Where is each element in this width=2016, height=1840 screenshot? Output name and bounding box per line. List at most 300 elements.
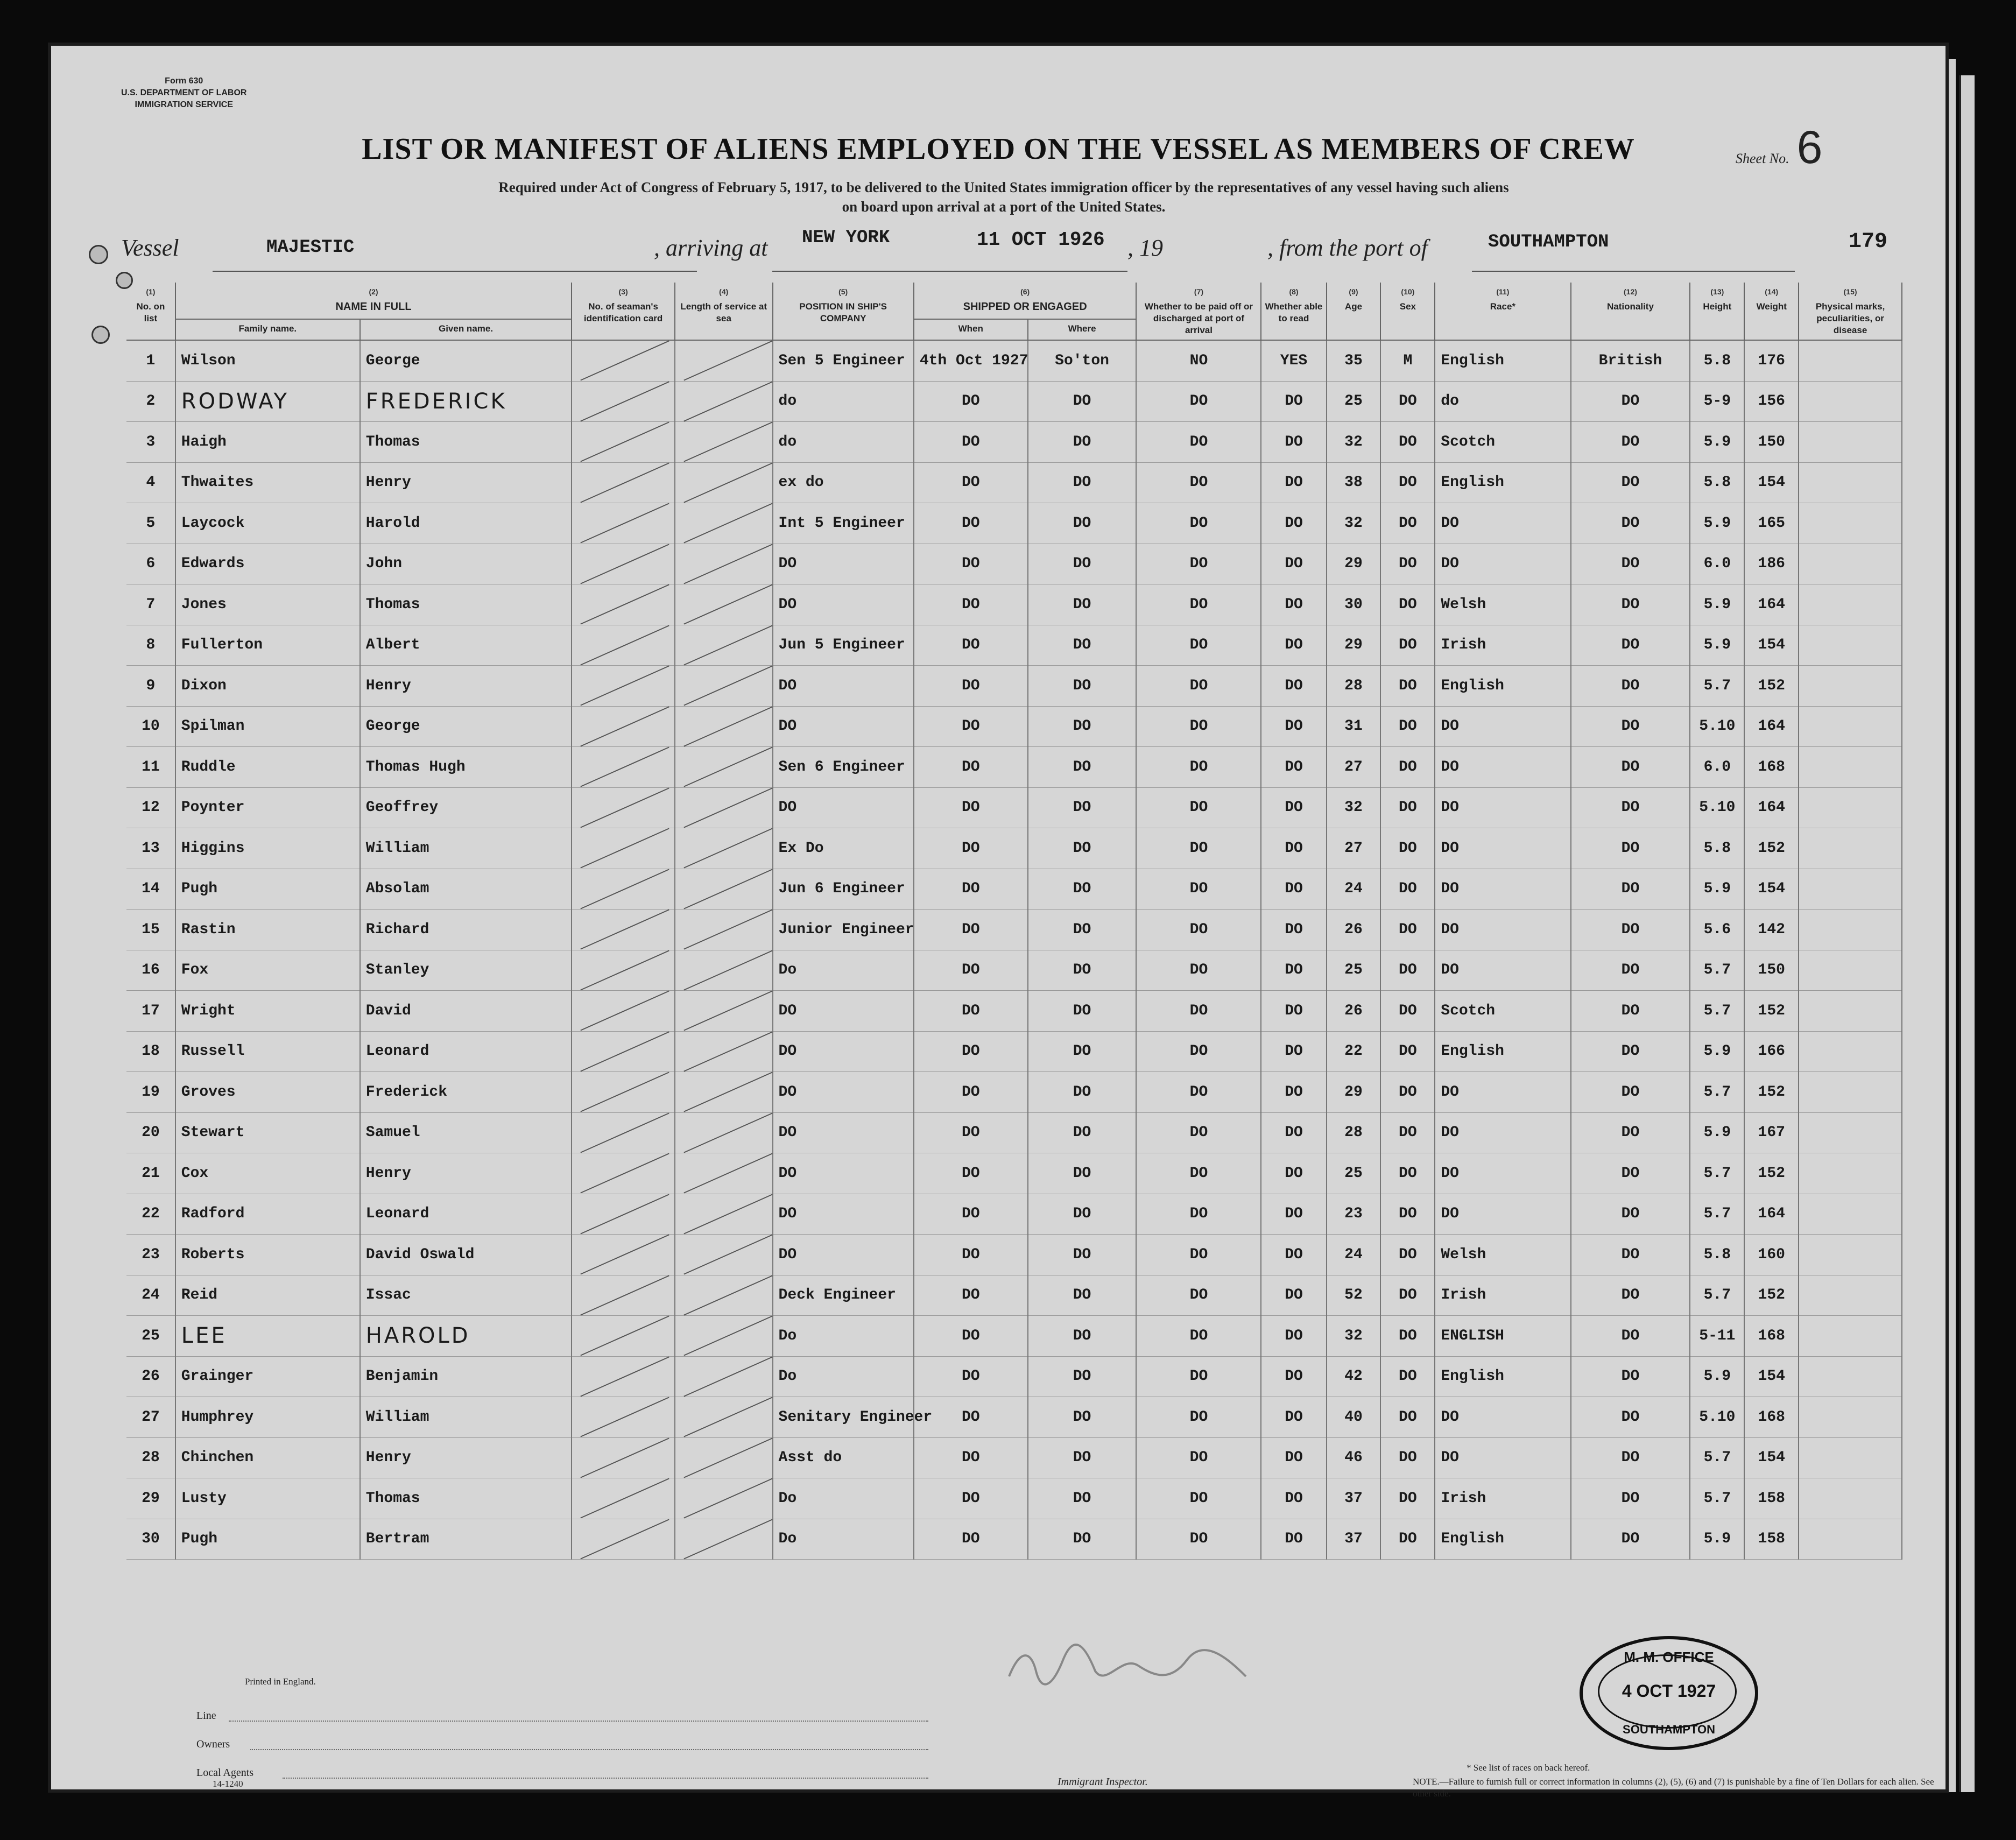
row-number: 23 xyxy=(126,1235,175,1275)
family-name: Thwaites xyxy=(175,462,360,503)
sex: DO xyxy=(1380,1437,1435,1478)
race: DO xyxy=(1435,1397,1570,1438)
physical-marks xyxy=(1799,544,1902,584)
given-name: Geoffrey xyxy=(360,787,572,828)
paid-off-status: DO xyxy=(1136,910,1261,950)
row-number: 6 xyxy=(126,544,175,584)
shipped-where: DO xyxy=(1028,1275,1137,1316)
age: 29 xyxy=(1327,544,1381,584)
race-note: * See list of races on back hereof. xyxy=(1467,1763,1590,1773)
family-name: Stewart xyxy=(175,1112,360,1153)
height: 5.9 xyxy=(1690,625,1744,666)
height: 5.8 xyxy=(1690,828,1744,869)
paid-off-status: DO xyxy=(1136,462,1261,503)
weight: 152 xyxy=(1744,1153,1799,1194)
table-row xyxy=(126,1519,1902,1560)
form-number: Form 630 xyxy=(165,76,203,86)
able-to-read: DO xyxy=(1261,584,1326,625)
height: 5.6 xyxy=(1690,910,1744,950)
race: Irish xyxy=(1435,1478,1570,1519)
sex: DO xyxy=(1380,747,1435,788)
id-card-number xyxy=(572,869,675,910)
paid-off-status: DO xyxy=(1136,828,1261,869)
height: 5.9 xyxy=(1690,1519,1744,1560)
shipped-when: DO xyxy=(914,1072,1028,1113)
race: do xyxy=(1435,381,1570,422)
able-to-read: DO xyxy=(1261,1397,1326,1438)
able-to-read: DO xyxy=(1261,828,1326,869)
service-length xyxy=(675,787,773,828)
height: 5.7 xyxy=(1690,1194,1744,1235)
service-length xyxy=(675,1316,773,1357)
paid-off-status: DO xyxy=(1136,1437,1261,1478)
paid-off-status: DO xyxy=(1136,1072,1261,1113)
physical-marks xyxy=(1799,950,1902,991)
sex: DO xyxy=(1380,462,1435,503)
row-number: 19 xyxy=(126,1072,175,1113)
row-number: 15 xyxy=(126,910,175,950)
owners-label: Owners xyxy=(196,1738,230,1750)
row-number: 29 xyxy=(126,1478,175,1519)
shipped-when: DO xyxy=(914,666,1028,707)
col-weight: (14) Weight xyxy=(1744,283,1799,340)
physical-marks xyxy=(1799,1031,1902,1072)
shipped-where: DO xyxy=(1028,544,1137,584)
paid-off-status: DO xyxy=(1136,1275,1261,1316)
physical-marks xyxy=(1799,625,1902,666)
ship-position: Sen 6 Engineer xyxy=(773,747,914,788)
id-card-number xyxy=(572,1275,675,1316)
shipped-where: DO xyxy=(1028,1072,1137,1113)
shipped-when: DO xyxy=(914,869,1028,910)
age: 40 xyxy=(1327,1397,1381,1438)
height: 5.7 xyxy=(1690,666,1744,707)
nationality: DO xyxy=(1571,1112,1690,1153)
weight: 176 xyxy=(1744,340,1799,381)
given-name: Benjamin xyxy=(360,1356,572,1397)
stamp-date: 4 OCT 1927 xyxy=(1622,1681,1716,1701)
ship-position: DO xyxy=(773,1072,914,1113)
id-card-number xyxy=(572,1235,675,1275)
id-card-number xyxy=(572,625,675,666)
family-name: Higgins xyxy=(175,828,360,869)
race: DO xyxy=(1435,910,1570,950)
shipped-when: DO xyxy=(914,1235,1028,1275)
height: 5.9 xyxy=(1690,584,1744,625)
paid-off-status: DO xyxy=(1136,1397,1261,1438)
row-number: 24 xyxy=(126,1275,175,1316)
physical-marks xyxy=(1799,1437,1902,1478)
age: 29 xyxy=(1327,625,1381,666)
row-number: 8 xyxy=(126,625,175,666)
age: 37 xyxy=(1327,1519,1381,1560)
table-row xyxy=(126,666,1902,707)
nationality: DO xyxy=(1571,706,1690,747)
shipped-where: DO xyxy=(1028,503,1137,544)
nationality: DO xyxy=(1571,828,1690,869)
paid-off-status: NO xyxy=(1136,340,1261,381)
physical-marks xyxy=(1799,1316,1902,1357)
family-name: Radford xyxy=(175,1194,360,1235)
height: 5.7 xyxy=(1690,1153,1744,1194)
nationality: DO xyxy=(1571,1275,1690,1316)
nationality: DO xyxy=(1571,1397,1690,1438)
able-to-read: DO xyxy=(1261,1275,1326,1316)
able-to-read: DO xyxy=(1261,1031,1326,1072)
height: 5.8 xyxy=(1690,462,1744,503)
race: Irish xyxy=(1435,625,1570,666)
age: 42 xyxy=(1327,1356,1381,1397)
shipped-when: DO xyxy=(914,1397,1028,1438)
race: English xyxy=(1435,462,1570,503)
physical-marks xyxy=(1799,1519,1902,1560)
ship-position: DO xyxy=(773,544,914,584)
physical-marks xyxy=(1799,1153,1902,1194)
physical-marks xyxy=(1799,422,1902,463)
id-card-number xyxy=(572,1316,675,1357)
family-name: Jones xyxy=(175,584,360,625)
weight: 168 xyxy=(1744,1397,1799,1438)
family-name: Poynter xyxy=(175,787,360,828)
id-card-number xyxy=(572,1072,675,1113)
age: 29 xyxy=(1327,1072,1381,1113)
table-row xyxy=(126,910,1902,950)
able-to-read: DO xyxy=(1261,381,1326,422)
sex: DO xyxy=(1380,950,1435,991)
shipped-when: DO xyxy=(914,503,1028,544)
sex: DO xyxy=(1380,1478,1435,1519)
family-name: LEE xyxy=(175,1316,360,1357)
row-number: 7 xyxy=(126,584,175,625)
nationality: DO xyxy=(1571,910,1690,950)
sex: DO xyxy=(1380,1519,1435,1560)
physical-marks xyxy=(1799,1478,1902,1519)
weight: 154 xyxy=(1744,1437,1799,1478)
family-name: Humphrey xyxy=(175,1397,360,1438)
table-row xyxy=(126,503,1902,544)
row-number: 22 xyxy=(126,1194,175,1235)
line-label: Line xyxy=(196,1710,216,1722)
table-row xyxy=(126,991,1902,1032)
shipped-when: DO xyxy=(914,787,1028,828)
shipped-when: DO xyxy=(914,828,1028,869)
sex: DO xyxy=(1380,828,1435,869)
shipped-when: DO xyxy=(914,1437,1028,1478)
able-to-read: DO xyxy=(1261,991,1326,1032)
col-sex: (10) Sex xyxy=(1380,283,1435,340)
id-card-number xyxy=(572,828,675,869)
race: English xyxy=(1435,1519,1570,1560)
able-to-read: DO xyxy=(1261,1478,1326,1519)
nationality: DO xyxy=(1571,1356,1690,1397)
family-name: Dixon xyxy=(175,666,360,707)
service-length xyxy=(675,1072,773,1113)
race: DO xyxy=(1435,1112,1570,1153)
col-where: Where xyxy=(1028,319,1137,340)
age: 27 xyxy=(1327,747,1381,788)
able-to-read: DO xyxy=(1261,747,1326,788)
row-number: 18 xyxy=(126,1031,175,1072)
physical-marks xyxy=(1799,666,1902,707)
physical-marks xyxy=(1799,869,1902,910)
family-name: Grainger xyxy=(175,1356,360,1397)
col-id-card: (3) No. of seaman's identification card xyxy=(572,283,675,340)
family-name: RODWAY xyxy=(175,381,360,422)
age: 28 xyxy=(1327,1112,1381,1153)
sex: DO xyxy=(1380,869,1435,910)
given-name: Thomas xyxy=(360,1478,572,1519)
service-length xyxy=(675,381,773,422)
sex: DO xyxy=(1380,991,1435,1032)
able-to-read: DO xyxy=(1261,666,1326,707)
service-length xyxy=(675,1112,773,1153)
owners-field xyxy=(250,1749,928,1750)
able-to-read: DO xyxy=(1261,503,1326,544)
physical-marks xyxy=(1799,1275,1902,1316)
stamp-top-text: M. M. OFFICE xyxy=(1624,1649,1714,1665)
id-card-number xyxy=(572,1153,675,1194)
sex: DO xyxy=(1380,1031,1435,1072)
family-name: Wilson xyxy=(175,340,360,381)
underline xyxy=(213,271,697,272)
nationality: DO xyxy=(1571,1478,1690,1519)
age: 31 xyxy=(1327,706,1381,747)
age: 32 xyxy=(1327,422,1381,463)
able-to-read: DO xyxy=(1261,787,1326,828)
row-number: 14 xyxy=(126,869,175,910)
weight: 168 xyxy=(1744,1316,1799,1357)
id-card-number xyxy=(572,1194,675,1235)
shipped-where: DO xyxy=(1028,1235,1137,1275)
col-race: (11) Race* xyxy=(1435,283,1570,340)
ship-position: Int 5 Engineer xyxy=(773,503,914,544)
sex: DO xyxy=(1380,1356,1435,1397)
age: 32 xyxy=(1327,1316,1381,1357)
able-to-read: DO xyxy=(1261,462,1326,503)
id-card-number xyxy=(572,747,675,788)
sex: DO xyxy=(1380,1397,1435,1438)
family-name: Pugh xyxy=(175,1519,360,1560)
ship-position: Sen 5 Engineer xyxy=(773,340,914,381)
sex: DO xyxy=(1380,422,1435,463)
age: 27 xyxy=(1327,828,1381,869)
row-number: 10 xyxy=(126,706,175,747)
sex: DO xyxy=(1380,1275,1435,1316)
shipped-when: DO xyxy=(914,1478,1028,1519)
crew-rows xyxy=(126,340,1902,1560)
nationality: British xyxy=(1571,340,1690,381)
family-name: Rastin xyxy=(175,910,360,950)
shipped-when: DO xyxy=(914,462,1028,503)
race: DO xyxy=(1435,1072,1570,1113)
nationality: DO xyxy=(1571,747,1690,788)
row-number: 4 xyxy=(126,462,175,503)
family-name: Roberts xyxy=(175,1235,360,1275)
physical-marks xyxy=(1799,462,1902,503)
given-name: Henry xyxy=(360,1437,572,1478)
age: 37 xyxy=(1327,1478,1381,1519)
sheet-number xyxy=(1736,121,1823,174)
family-name: Ruddle xyxy=(175,747,360,788)
shipped-when: DO xyxy=(914,584,1028,625)
paid-off-status: DO xyxy=(1136,1356,1261,1397)
able-to-read: DO xyxy=(1261,950,1326,991)
table-row xyxy=(126,1235,1902,1275)
ship-position: Do xyxy=(773,1356,914,1397)
height: 5.9 xyxy=(1690,1031,1744,1072)
height: 5.10 xyxy=(1690,787,1744,828)
vessel-name: MAJESTIC xyxy=(266,237,355,258)
given-name: Samuel xyxy=(360,1112,572,1153)
age: 25 xyxy=(1327,1153,1381,1194)
department: U.S. DEPARTMENT OF LABOR xyxy=(121,88,247,97)
shipped-when: DO xyxy=(914,422,1028,463)
col-service: (4) Length of service at sea xyxy=(675,283,773,340)
paid-off-status: DO xyxy=(1136,666,1261,707)
service-length xyxy=(675,340,773,381)
col-shipped-group: (6) SHIPPED OR ENGAGED xyxy=(914,283,1137,319)
shipped-where: DO xyxy=(1028,991,1137,1032)
given-name: Thomas xyxy=(360,584,572,625)
paid-off-status: DO xyxy=(1136,422,1261,463)
ship-position: do xyxy=(773,422,914,463)
service-length xyxy=(675,1275,773,1316)
table-row xyxy=(126,1072,1902,1113)
nationality: DO xyxy=(1571,869,1690,910)
paid-off-status: DO xyxy=(1136,1519,1261,1560)
given-name: George xyxy=(360,706,572,747)
manifest-sheet xyxy=(51,46,1945,1799)
ship-position: Do xyxy=(773,1519,914,1560)
shipped-when: DO xyxy=(914,1112,1028,1153)
sex: DO xyxy=(1380,1194,1435,1235)
weight: 152 xyxy=(1744,1072,1799,1113)
weight: 152 xyxy=(1744,828,1799,869)
physical-marks xyxy=(1799,706,1902,747)
row-number: 25 xyxy=(126,1316,175,1357)
sex: DO xyxy=(1380,1153,1435,1194)
table-row xyxy=(126,381,1902,422)
race: Scotch xyxy=(1435,422,1570,463)
id-card-number xyxy=(572,544,675,584)
paid-off-status: DO xyxy=(1136,747,1261,788)
weight: 164 xyxy=(1744,1194,1799,1235)
from-port-label: , from the port of xyxy=(1267,235,1428,261)
line-field xyxy=(229,1721,928,1722)
sex: DO xyxy=(1380,706,1435,747)
family-name: Reid xyxy=(175,1275,360,1316)
col-name-group: (2) NAME IN FULL xyxy=(175,283,572,319)
ship-position: DO xyxy=(773,1112,914,1153)
physical-marks xyxy=(1799,503,1902,544)
paid-off-status: DO xyxy=(1136,1316,1261,1357)
document-subtitle xyxy=(277,178,1730,216)
height: 5-9 xyxy=(1690,381,1744,422)
table-row xyxy=(126,462,1902,503)
nationality: DO xyxy=(1571,1072,1690,1113)
height: 6.0 xyxy=(1690,747,1744,788)
paid-off-status: DO xyxy=(1136,503,1261,544)
nationality: DO xyxy=(1571,1031,1690,1072)
family-name: Fullerton xyxy=(175,625,360,666)
table-row xyxy=(126,869,1902,910)
paid-off-status: DO xyxy=(1136,991,1261,1032)
given-name: Leonard xyxy=(360,1031,572,1072)
race: ENGLISH xyxy=(1435,1316,1570,1357)
shipped-when: DO xyxy=(914,1153,1028,1194)
service-length xyxy=(675,462,773,503)
row-number: 21 xyxy=(126,1153,175,1194)
ship-position: DO xyxy=(773,1235,914,1275)
service-length xyxy=(675,625,773,666)
nationality: DO xyxy=(1571,584,1690,625)
shipped-where: So'ton xyxy=(1028,340,1137,381)
row-number: 28 xyxy=(126,1437,175,1478)
service-length xyxy=(675,869,773,910)
reference-number: 179 xyxy=(1849,230,1888,254)
vessel-label: Vessel xyxy=(121,235,179,261)
shipped-when: 4th Oct 1927 xyxy=(914,340,1028,381)
id-card-number xyxy=(572,1437,675,1478)
table-row xyxy=(126,1437,1902,1478)
physical-marks xyxy=(1799,1356,1902,1397)
service-name: IMMIGRATION SERVICE xyxy=(135,100,233,109)
race: DO xyxy=(1435,1437,1570,1478)
weight: 165 xyxy=(1744,503,1799,544)
inspector-label: Immigrant Inspector. xyxy=(1058,1776,1148,1788)
document-title: LIST OR MANIFEST OF ALIENS EMPLOYED ON THE VESSEL AS MEMBERS OF CREW xyxy=(362,132,1635,166)
shipped-where: DO xyxy=(1028,462,1137,503)
weight: 166 xyxy=(1744,1031,1799,1072)
weight: 152 xyxy=(1744,991,1799,1032)
physical-marks xyxy=(1799,1397,1902,1438)
given-name: William xyxy=(360,828,572,869)
physical-marks xyxy=(1799,991,1902,1032)
given-name: Richard xyxy=(360,910,572,950)
shipped-when: DO xyxy=(914,544,1028,584)
given-name: Henry xyxy=(360,1153,572,1194)
shipped-where: DO xyxy=(1028,1153,1137,1194)
weight: 160 xyxy=(1744,1235,1799,1275)
table-row xyxy=(126,1153,1902,1194)
shipped-where: DO xyxy=(1028,747,1137,788)
race: DO xyxy=(1435,1194,1570,1235)
height: 5.8 xyxy=(1690,1235,1744,1275)
family-name: Edwards xyxy=(175,544,360,584)
table-row xyxy=(126,422,1902,463)
nationality: DO xyxy=(1571,1437,1690,1478)
height: 5.9 xyxy=(1690,422,1744,463)
shipped-where: DO xyxy=(1028,625,1137,666)
able-to-read: DO xyxy=(1261,1316,1326,1357)
id-card-number xyxy=(572,950,675,991)
shipped-when: DO xyxy=(914,625,1028,666)
ship-position: DO xyxy=(773,706,914,747)
paid-off-status: DO xyxy=(1136,950,1261,991)
weight: 154 xyxy=(1744,869,1799,910)
age: 32 xyxy=(1327,503,1381,544)
given-name: Frederick xyxy=(360,1072,572,1113)
ship-position: DO xyxy=(773,1194,914,1235)
weight: 164 xyxy=(1744,706,1799,747)
col-nationality: (12) Nationality xyxy=(1571,283,1690,340)
race: DO xyxy=(1435,544,1570,584)
row-number: 5 xyxy=(126,503,175,544)
able-to-read: DO xyxy=(1261,544,1326,584)
ship-position: Senitary Engineer xyxy=(773,1397,914,1438)
col-family-name: Family name. xyxy=(175,319,360,340)
height: 5.7 xyxy=(1690,950,1744,991)
